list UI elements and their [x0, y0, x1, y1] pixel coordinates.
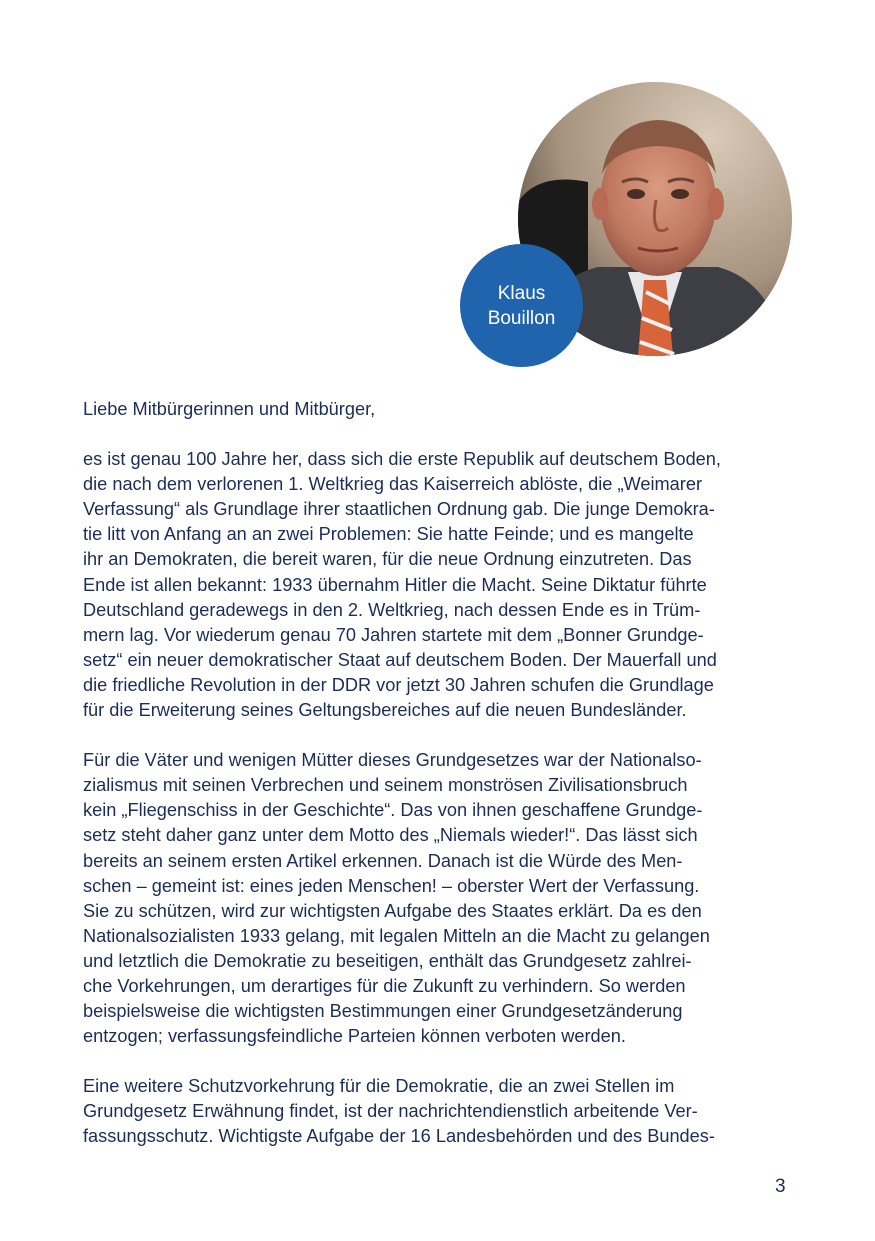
paragraph-1 — [83, 447, 795, 723]
paragraph-2-line: kein „Fliegenschiss in der Geschichte“. Das von ihnen geschaffene Grundge- — [83, 800, 703, 821]
paragraph-1-line: Verfassung“ als Grundlage ihrer staatlichen Ordnung gab. Die junge Demokra- — [83, 499, 715, 520]
paragraph-2 — [83, 748, 795, 1049]
paragraph-2-line: Sie zu schützen, wird zur wichtigsten Aufgabe des Staates erklärt. Da es den — [83, 900, 702, 921]
name-badge — [460, 244, 583, 367]
paragraph-3-line: Eine weitere Schutzvorkehrung für die Demokratie, die an zwei Stellen im — [83, 1076, 675, 1097]
paragraph-2-line: Nationalsozialisten 1933 gelang, mit legalen Mitteln an die Macht zu gelangen — [83, 925, 710, 946]
paragraph-2-line: che Vorkehrungen, um derartiges für die Zukunft zu verhindern. So werden — [83, 975, 686, 996]
paragraph-1-line: mern lag. Vor wiederum genau 70 Jahren startete mit dem „Bonner Grundge- — [83, 624, 704, 645]
paragraph-3-line: Grundgesetz Erwähnung findet, ist der nachrichtendienstlich arbeitende Ver- — [83, 1101, 698, 1122]
paragraph-1-line: Ende ist allen bekannt: 1933 übernahm Hitler die Macht. Seine Diktatur führte — [83, 574, 707, 595]
paragraph-2-line: bereits an seinem ersten Artikel erkennen. Danach ist die Würde des Men- — [83, 850, 683, 871]
salutation: Liebe Mitbürgerinnen und Mitbürger, — [83, 399, 376, 419]
paragraph-2-line: Für die Väter und wenigen Mütter dieses Grundgesetzes war der Nationalso- — [83, 750, 702, 771]
paragraph-2-line: entzogen; verfassungsfeindliche Parteien können verboten werden. — [83, 1026, 626, 1047]
paragraph-1-line: Deutschland geradewegs in den 2. Weltkrieg, nach dessen Ende es in Trüm- — [83, 599, 701, 620]
name-first: Klaus — [497, 282, 546, 304]
paragraph-1-line: die nach dem verlorenen 1. Weltkrieg das Kaiserreich ablöste, die „Weimarer — [83, 474, 703, 495]
paragraph-3 — [83, 1074, 795, 1149]
letter-body — [83, 397, 795, 1175]
paragraph-1-line: es ist genau 100 Jahre her, dass sich die erste Republik auf deutschem Boden, — [83, 449, 721, 470]
paragraph-2-line: beispielsweise die wichtigsten Bestimmungen einer Grundgesetzänderung — [83, 1001, 683, 1022]
paragraph-1-line: für die Erweiterung seines Geltungsbereiches auf die neuen Bundesländer. — [83, 700, 687, 721]
paragraph-2-line: schen – gemeint ist: eines jeden Menschen! – oberster Wert der Verfassung. — [83, 875, 700, 896]
paragraph-3-line: fassungsschutz. Wichtigste Aufgabe der 16 Landesbehörden und des Bundes- — [83, 1126, 715, 1147]
paragraph-1-line: die friedliche Revolution in der DDR vor jetzt 30 Jahren schufen die Grundlage — [83, 674, 714, 695]
paragraph-2-line: setz steht daher ganz unter dem Motto des „Niemals wieder!“. Das lässt sich — [83, 825, 698, 846]
paragraph-2-line: zialismus mit seinen Verbrechen und seinem monströsen Zivilisationsbruch — [83, 775, 688, 796]
paragraph-1-line: ihr an Demokraten, die bereit waren, für die neue Ordnung einzutreten. Das — [83, 549, 692, 570]
name-last: Bouillon — [487, 307, 556, 329]
paragraph-1-line: setz“ ein neuer demokratischer Staat auf deutschem Boden. Der Mauerfall und — [83, 649, 717, 670]
paragraph-1-line: tie litt von Anfang an an zwei Problemen: Sie hatte Feinde; und es mangelte — [83, 524, 694, 545]
page-number: 3 — [775, 1176, 786, 1197]
paragraph-2-line: und letztlich die Demokratie zu beseitigen, enthält das Grundgesetz zahlrei- — [83, 950, 692, 971]
